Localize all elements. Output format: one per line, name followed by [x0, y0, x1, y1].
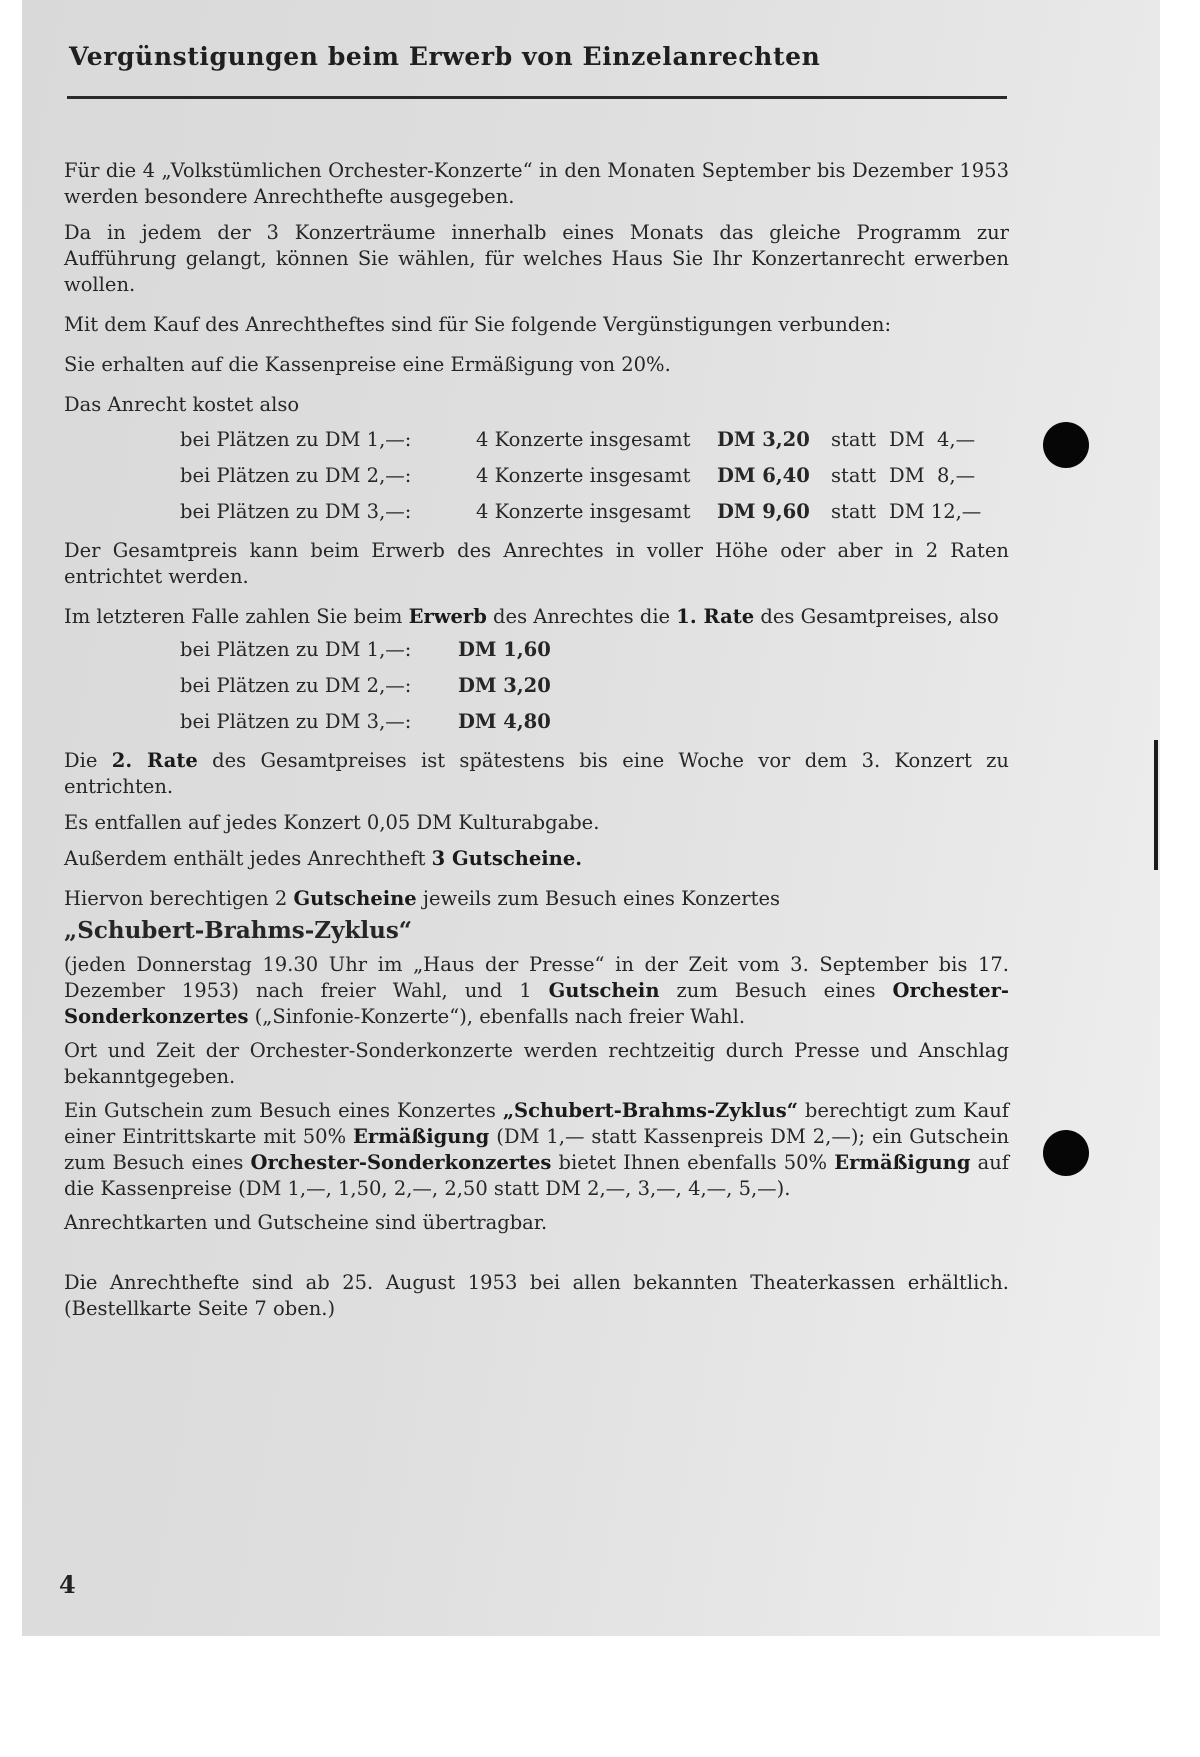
text-run: („Sinfonie-Konzerte“), ebenfalls nach freier Wahl.	[248, 1005, 746, 1028]
text-run: des Gesamtpreises, also	[754, 605, 999, 628]
text-run: des Gesamtpreises ist spätestens bis eine Woche vor dem 3. Konzert zu entrichten.	[64, 749, 1009, 798]
price-row-label: bei Plätzen zu DM 1,—:	[180, 428, 412, 451]
price-row-subscription-price: DM 6,40	[717, 464, 810, 487]
voucher-paragraph-4	[64, 1098, 1009, 1202]
price-row-regular-price: DM 12,—	[889, 500, 982, 523]
price-row-regular-price: DM 8,—	[889, 464, 976, 487]
price-row-count: 4 Konzerte insgesamt	[476, 500, 691, 523]
installment-row	[180, 668, 561, 704]
text-run: bietet Ihnen ebenfalls 50%	[551, 1151, 835, 1174]
price-row-subscription-price: DM 3,20	[717, 428, 810, 451]
price-row-count: 4 Konzerte insgesamt	[476, 428, 691, 451]
text-run: jeweils zum Besuch eines Konzertes	[416, 887, 780, 910]
series-title: „Schubert-Brahms-Zyklus“	[64, 917, 413, 944]
price-row-count: 4 Konzerte insgesamt	[476, 464, 691, 487]
text-run: (DM 1,— statt Kassenpreis DM 2,—); ein Gutschein zum Besuch eines	[64, 1125, 1010, 1174]
text-run: Die	[64, 749, 112, 772]
price-row-statt: statt	[831, 428, 877, 451]
installment-paragraph-4: Es entfallen auf jedes Konzert 0,05 DM Kulturabgabe.	[64, 811, 600, 834]
price-row	[180, 458, 987, 494]
price-row-statt: statt	[831, 464, 877, 487]
voucher-paragraph-5: Anrechtkarten und Gutscheine sind übertragbar.	[64, 1211, 548, 1234]
price-row-regular-price: DM 4,—	[889, 428, 976, 451]
voucher-paragraph-2	[64, 952, 1009, 1030]
price-row	[180, 494, 987, 530]
voucher-paragraph-1	[64, 886, 1009, 912]
installment-paragraph-3	[64, 748, 1009, 800]
intro-paragraph-2: Da in jedem der 3 Konzerträume innerhalb eines Monats das gleiche Programm zur Aufführung gelangt, können Sie wählen, für welches Haus Sie Ihr Konzertanrecht erwerben wollen.	[64, 221, 1009, 296]
price-row-statt: statt	[831, 500, 877, 523]
title-underline	[67, 96, 1007, 99]
installment-row-amount: DM 4,80	[458, 710, 551, 733]
intro-paragraph-4: Sie erhalten auf die Kassenpreise eine Ermäßigung von 20%.	[64, 353, 671, 376]
closing-paragraph: Die Anrechthefte sind ab 25. August 1953 bei allen bekannten Theaterkassen erhältlich. (Bestellkarte Seite 7 oben.)	[64, 1271, 1009, 1320]
emphasis-erwerb: Erwerb	[408, 605, 487, 628]
emphasis-vouchers: 3 Gutscheine.	[431, 847, 583, 870]
intro-paragraph-3: Mit dem Kauf des Anrechtheftes sind für Sie folgende Vergünstigungen verbunden:	[64, 313, 892, 336]
emphasis-ermaessigung: Ermäßigung	[834, 1151, 971, 1174]
emphasis-orchester-sonderkonzertes: Orchester-Sonderkonzertes	[64, 979, 1009, 1028]
first-installment-table	[180, 632, 561, 740]
emphasis-second-rate: 2. Rate	[111, 749, 198, 772]
text-run: Ein Gutschein zum Besuch eines Konzertes	[64, 1099, 503, 1122]
text-run: berechtigt zum Kauf einer Eintrittskarte mit 50%	[64, 1099, 1009, 1148]
page-body	[64, 158, 1009, 1322]
text-run: Außerdem enthält jedes Anrechtheft	[64, 847, 432, 870]
emphasis-ermaessigung: Ermäßigung	[353, 1125, 490, 1148]
price-row-subscription-price: DM 9,60	[717, 500, 810, 523]
text-run: (jeden Donnerstag 19.30 Uhr im „Haus der Presse“ in der Zeit vom 3. September bis 17. Dezember 1953) nach freier Wahl, und 1	[64, 953, 1009, 1002]
emphasis-gutscheine: Gutscheine	[293, 887, 417, 910]
installment-paragraph-2	[64, 604, 1009, 630]
emphasis-orchester-sonderkonzertes: Orchester-Sonderkonzertes	[250, 1151, 552, 1174]
installment-row-label: bei Plätzen zu DM 1,—:	[180, 638, 412, 661]
emphasis-series-name: „Schubert-Brahms-Zyklus“	[502, 1099, 798, 1122]
page-title: Vergünstigungen beim Erwerb von Einzelanrechten	[69, 42, 821, 71]
intro-paragraph-5: Das Anrecht kostet also	[64, 393, 300, 416]
emphasis-first-rate: 1. Rate	[676, 605, 755, 628]
installment-row-label: bei Plätzen zu DM 2,—:	[180, 674, 412, 697]
text-run: Im letzteren Falle zahlen Sie beim	[64, 605, 409, 628]
binder-mark	[1154, 740, 1158, 870]
price-row-label: bei Plätzen zu DM 3,—:	[180, 500, 412, 523]
installment-row	[180, 632, 561, 668]
installment-paragraph-5	[64, 846, 1009, 872]
emphasis-gutschein: Gutschein	[548, 979, 660, 1002]
price-row-label: bei Plätzen zu DM 2,—:	[180, 464, 412, 487]
installment-row-label: bei Plätzen zu DM 3,—:	[180, 710, 412, 733]
document-page	[22, 0, 1160, 1636]
text-run: zum Besuch eines	[659, 979, 893, 1002]
page-number: 4	[59, 1570, 76, 1599]
price-row	[180, 422, 987, 458]
voucher-paragraph-3: Ort und Zeit der Orchester-Sonderkonzerte werden rechtzeitig durch Presse und Anschlag bekanntgegeben.	[64, 1039, 1009, 1088]
text-run: auf die Kassenpreise (DM 1,—, 1,50, 2,—, 2,50 statt DM 2,—, 3,—, 4,—, 5,—).	[64, 1151, 1009, 1200]
intro-paragraph-1: Für die 4 „Volkstümlichen Orchester-Konzerte“ in den Monaten September bis Dezember 1953 werden besondere Anrechthefte ausgegeben.	[64, 159, 1009, 208]
installment-paragraph-1: Der Gesamtpreis kann beim Erwerb des Anrechtes in voller Höhe oder aber in 2 Raten entrichtet werden.	[64, 539, 1009, 588]
installment-row-amount: DM 1,60	[458, 638, 551, 661]
text-run: des Anrechtes die	[486, 605, 677, 628]
subscription-price-table	[180, 422, 987, 530]
installment-row-amount: DM 3,20	[458, 674, 551, 697]
punch-hole-lower	[1043, 1130, 1089, 1176]
text-run: Hiervon berechtigen 2	[64, 887, 294, 910]
installment-row	[180, 704, 561, 740]
punch-hole-upper	[1043, 422, 1089, 468]
